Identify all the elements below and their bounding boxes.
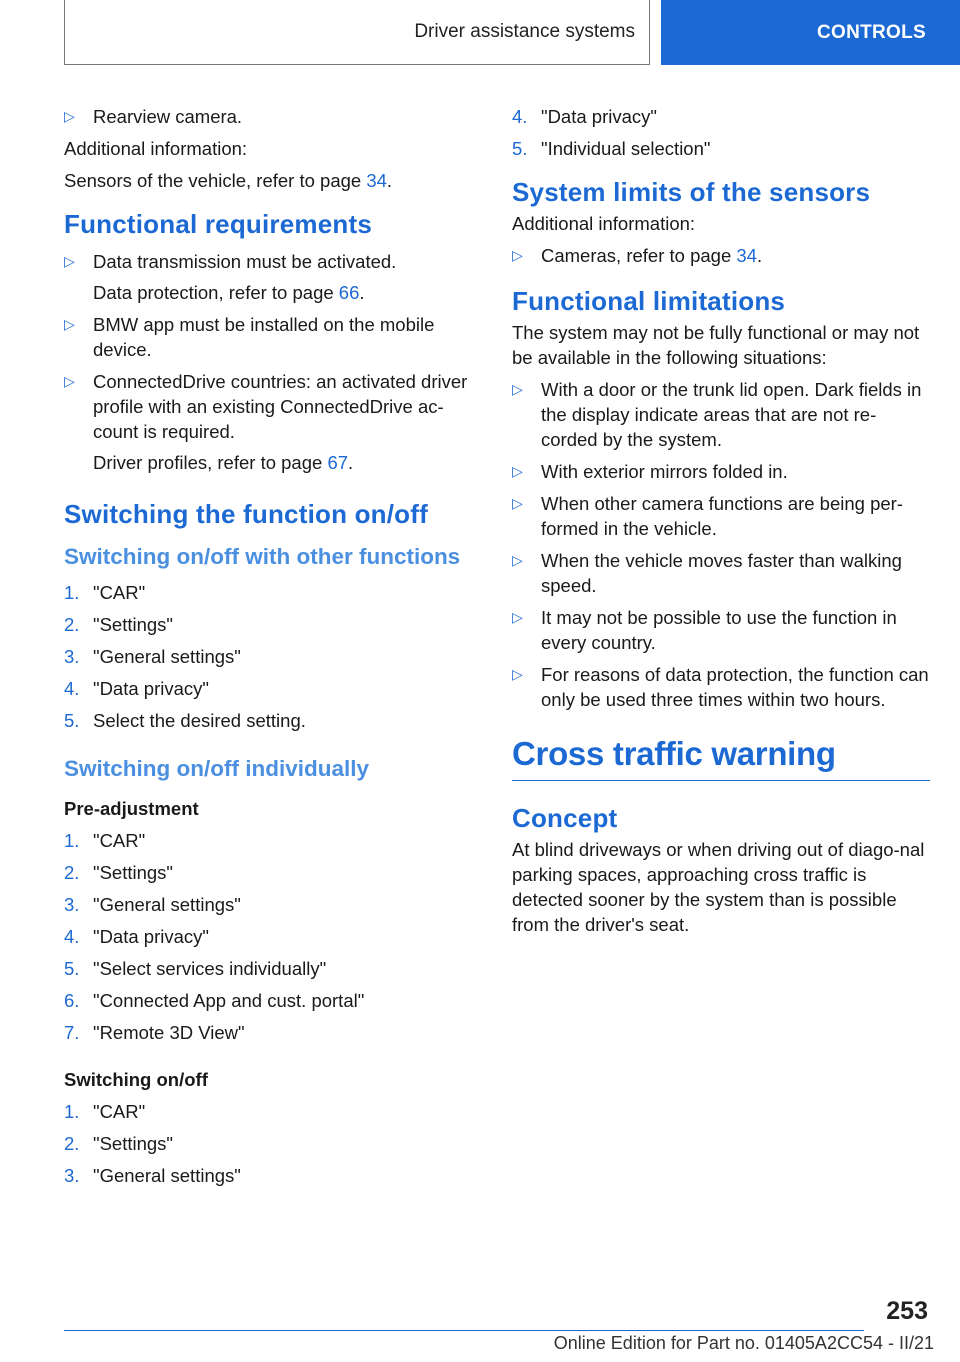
step-number: 3. xyxy=(64,646,80,667)
text: Cameras, refer to page xyxy=(541,245,737,266)
bullet-text: Rearview camera. xyxy=(93,106,243,127)
heading-switching-on-off: Switching on/off xyxy=(64,1069,208,1090)
bullet-text: With exterior mirrors folded in. xyxy=(541,461,788,482)
list-item xyxy=(64,104,482,129)
step-number: 6. xyxy=(64,990,80,1011)
steps-list-3-continued xyxy=(512,104,930,161)
heading-individually: Switching on/off individually xyxy=(64,756,369,781)
bullet-text: It may not be possible to use the function in every country. xyxy=(541,607,897,653)
page-link[interactable]: 67 xyxy=(327,452,349,473)
steps-list-2 xyxy=(64,828,482,1045)
step-number: 1. xyxy=(64,582,80,603)
cameras-list xyxy=(512,243,930,268)
list-item xyxy=(512,548,930,598)
list-item xyxy=(512,136,930,161)
step-number: 3. xyxy=(64,894,80,915)
step-text: "General settings" xyxy=(93,894,241,915)
step-number: 2. xyxy=(64,862,80,883)
steps-list-1 xyxy=(64,580,482,733)
text: Data protection, refer to page xyxy=(93,282,339,303)
text: . xyxy=(359,282,365,303)
list-item xyxy=(64,1020,482,1045)
paragraph: Additional information: xyxy=(64,138,248,159)
step-text: "Individual selection" xyxy=(541,138,711,159)
list-item xyxy=(64,644,482,669)
text: . xyxy=(386,170,393,191)
triangle-bullet-icon: ▷ xyxy=(512,609,523,625)
heading-switching-function: Switching the function on/off xyxy=(64,499,428,529)
list-item xyxy=(512,605,930,655)
triangle-bullet-icon: ▷ xyxy=(64,373,75,389)
triangle-bullet-icon: ▷ xyxy=(512,247,523,263)
text: Driver profiles, refer to page xyxy=(93,452,328,473)
bullet-text: BMW app must be installed on the mobile device. xyxy=(93,314,435,360)
list-item xyxy=(512,662,930,712)
step-text: "Data privacy" xyxy=(93,926,209,947)
list-item xyxy=(64,612,482,637)
page-link[interactable]: 34 xyxy=(736,245,757,266)
step-number: 7. xyxy=(64,1022,80,1043)
heading-pre-adjustment: Pre-adjustment xyxy=(64,798,199,819)
step-number: 4. xyxy=(64,678,80,699)
header-chapter-tab[interactable]: CONTROLS xyxy=(661,0,960,65)
paragraph: Additional information: xyxy=(512,213,696,234)
step-text: "General settings" xyxy=(93,1165,241,1186)
bullet-text: For reasons of data protection, the function can only be used three times within two hours. xyxy=(541,664,929,710)
list-item xyxy=(64,860,482,885)
bullet-text: With a door or the trunk lid open. Dark fields in the display indicate areas that are not re-corded by the system. xyxy=(541,379,922,450)
step-number: 4. xyxy=(512,106,528,127)
list-item xyxy=(512,243,930,268)
step-text: Select the desired setting. xyxy=(93,710,306,731)
triangle-bullet-icon: ▷ xyxy=(64,316,75,332)
step-number: 2. xyxy=(64,1133,80,1154)
step-text: "Select services individually" xyxy=(93,958,327,979)
bullet-text: Data transmission must be activated. xyxy=(93,251,397,272)
list-item xyxy=(512,377,930,452)
list-item xyxy=(64,1163,482,1188)
text: Sensors of the vehicle, refer to page xyxy=(64,170,367,191)
bullet-text: ConnectedDrive countries: an activated driver profile with an existing ConnectedDrive ac-count is required. xyxy=(93,371,468,442)
heading-with-other-functions: Switching on/off with other functions xyxy=(64,544,461,569)
list-item xyxy=(64,369,482,475)
triangle-bullet-icon: ▷ xyxy=(512,666,523,682)
limitations-list xyxy=(512,377,930,712)
list-item xyxy=(64,249,482,305)
triangle-bullet-icon: ▷ xyxy=(64,108,75,124)
step-number: 1. xyxy=(64,830,80,851)
list-item xyxy=(512,491,930,541)
paragraph: The system may not be fully functional or may not be available in the following situations: xyxy=(512,322,920,368)
footer-divider xyxy=(64,1330,864,1331)
step-text: "CAR" xyxy=(93,830,146,851)
heading-functional-limitations: Functional limitations xyxy=(512,286,786,316)
bullet-text: When other camera functions are being per-formed in the vehicle. xyxy=(541,493,903,539)
right-column xyxy=(512,104,930,944)
list-item xyxy=(512,459,930,484)
list-item xyxy=(64,1131,482,1156)
step-text: "Settings" xyxy=(93,614,173,635)
sub-text xyxy=(93,280,482,305)
step-text: "CAR" xyxy=(93,582,146,603)
list-item xyxy=(64,924,482,949)
paragraph: At blind driveways or when driving out of diago-nal parking spaces, approaching cross traffic is detected sooner by the system than is possible from the driver's seat. xyxy=(512,839,925,935)
step-text: "Remote 3D View" xyxy=(93,1022,245,1043)
triangle-bullet-icon: ▷ xyxy=(512,552,523,568)
sub-text xyxy=(93,450,482,475)
requirements-list xyxy=(64,249,482,475)
step-number: 1. xyxy=(64,1101,80,1122)
step-number: 5. xyxy=(64,710,80,731)
triangle-bullet-icon: ▷ xyxy=(512,381,523,397)
page-link[interactable]: 34 xyxy=(366,170,387,191)
step-number: 5. xyxy=(64,958,80,979)
step-text: "Settings" xyxy=(93,1133,173,1154)
step-number: 3. xyxy=(64,1165,80,1186)
step-text: "Connected App and cust. portal" xyxy=(93,990,365,1011)
list-item xyxy=(64,580,482,605)
steps-list-3 xyxy=(64,1099,482,1188)
list-item xyxy=(64,956,482,981)
list-item xyxy=(64,312,482,362)
heading-functional-requirements: Functional requirements xyxy=(64,209,372,239)
step-text: "Settings" xyxy=(93,862,173,883)
intro-bullet-list xyxy=(64,104,482,129)
header-section-title: Driver assistance systems xyxy=(64,0,650,65)
left-column xyxy=(64,104,482,1195)
list-item xyxy=(64,892,482,917)
step-number: 2. xyxy=(64,614,80,635)
list-item xyxy=(64,988,482,1013)
step-number: 4. xyxy=(64,926,80,947)
text: . xyxy=(348,452,354,473)
list-item xyxy=(64,676,482,701)
step-text: "Data privacy" xyxy=(93,678,209,699)
heading-system-limits: System limits of the sensors xyxy=(512,177,871,207)
step-text: "CAR" xyxy=(93,1101,146,1122)
triangle-bullet-icon: ▷ xyxy=(512,463,523,479)
step-text: "Data privacy" xyxy=(541,106,657,127)
heading-concept: Concept xyxy=(512,803,618,833)
list-item xyxy=(64,1099,482,1124)
list-item xyxy=(64,708,482,733)
step-text: "General settings" xyxy=(93,646,241,667)
triangle-bullet-icon: ▷ xyxy=(64,253,75,269)
bullet-text: When the vehicle moves faster than walking speed. xyxy=(541,550,902,596)
page-number: 253 xyxy=(886,1297,928,1325)
footer-edition: Online Edition for Part no. 01405A2CC54 - II/21 xyxy=(553,1333,934,1353)
step-number: 5. xyxy=(512,138,528,159)
triangle-bullet-icon: ▷ xyxy=(512,495,523,511)
list-item xyxy=(64,828,482,853)
paragraph xyxy=(64,168,482,193)
text: . xyxy=(756,245,763,266)
list-item xyxy=(512,104,930,129)
heading-cross-traffic-warning: Cross traffic warning xyxy=(512,734,930,781)
page-link[interactable]: 66 xyxy=(338,282,360,303)
